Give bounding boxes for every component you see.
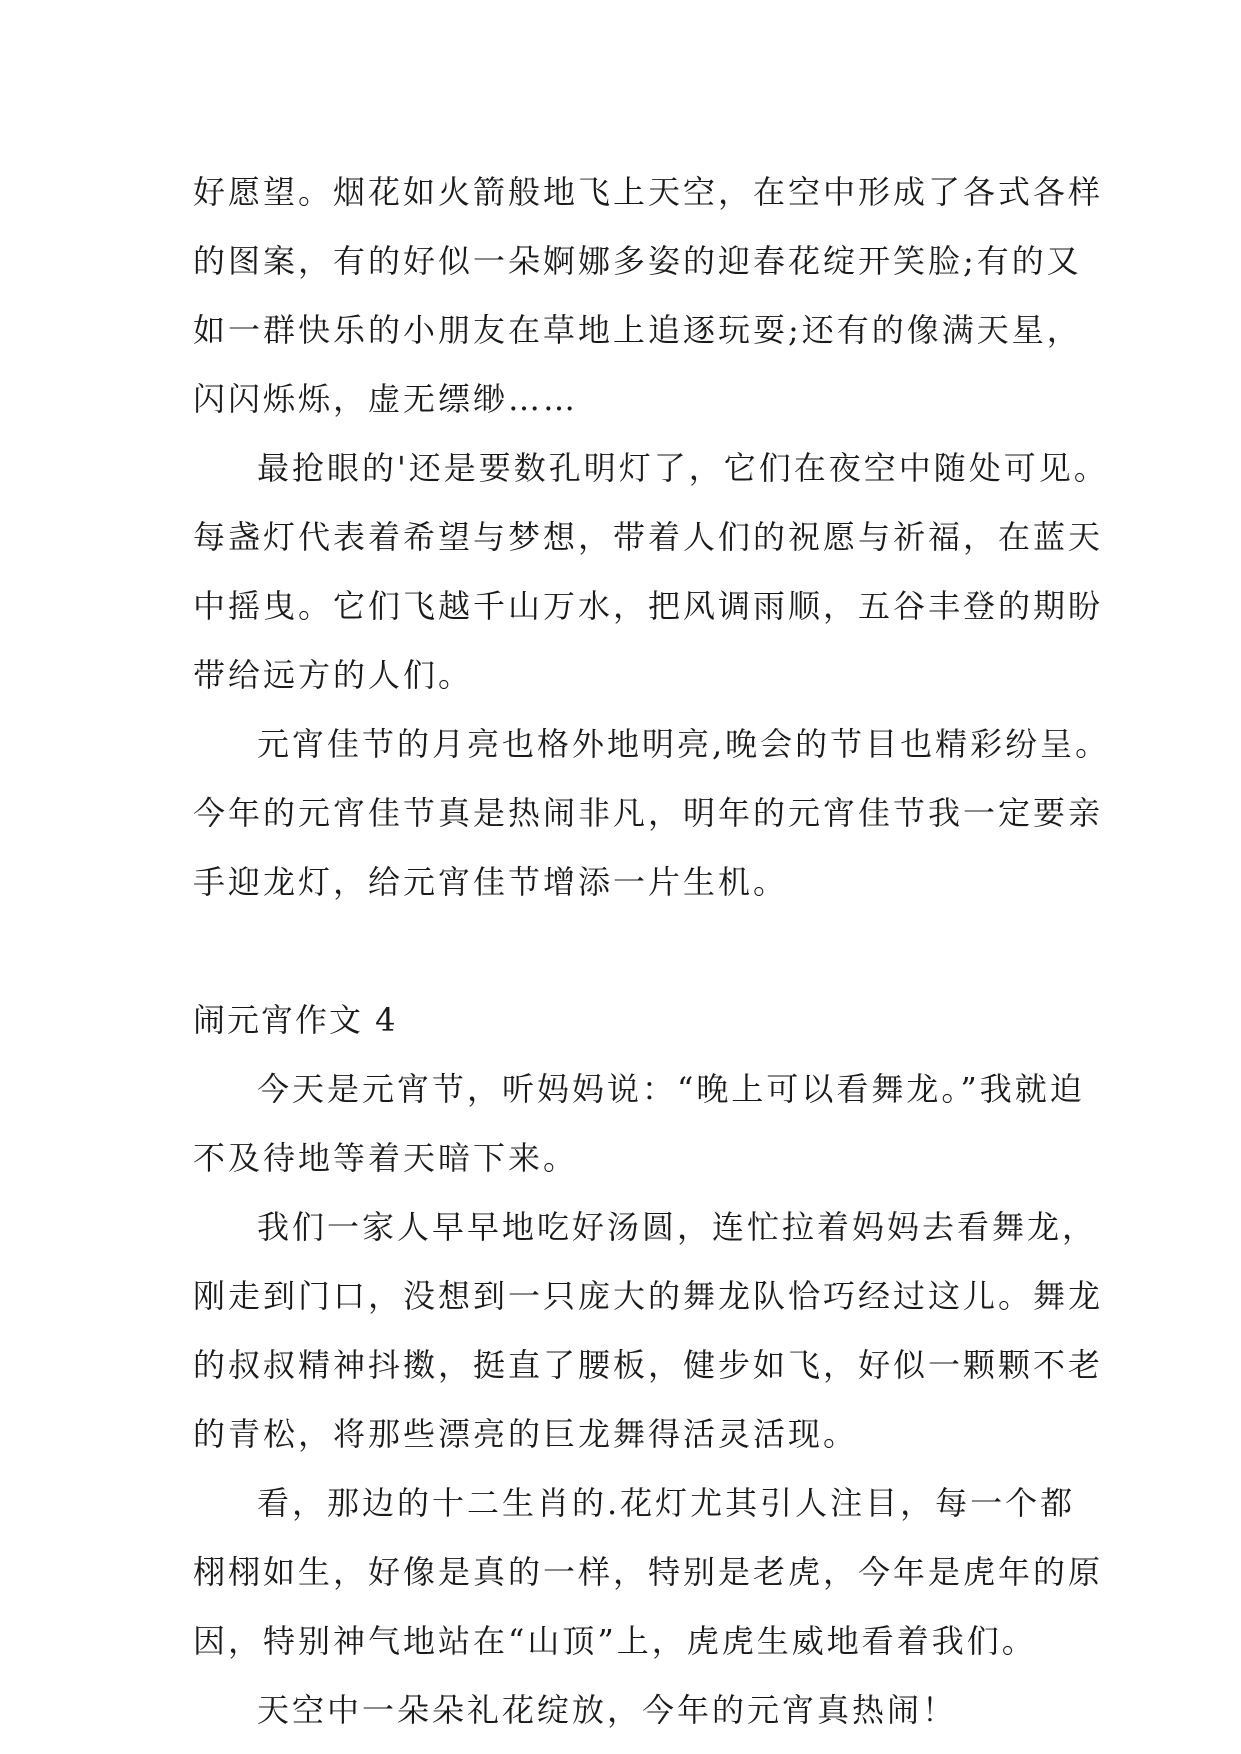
text-line: 元宵佳节的月亮也格外地明亮,晚会的节目也精彩纷呈。 (257, 725, 1111, 763)
text-line: 不及待地等着天暗下来。 (193, 1139, 579, 1177)
text-line: 的图案，有的好似一朵婀娜多姿的迎春花绽开笑脸;有的又 (193, 242, 1082, 280)
text-line: 天空中一朵朵礼花绽放，今年的元宵真热闹！ (257, 1691, 958, 1729)
text-line: 今天是元宵节，听妈妈说：“晚上可以看舞龙。”我就迫 (257, 1070, 1085, 1108)
essay-paragraph-2 (193, 1193, 1104, 1469)
moon-paragraph (193, 710, 1111, 917)
text-line: 因，特别神气地站在“山顶”上，虎虎生威地看着我们。 (193, 1622, 1037, 1660)
text-line: 最抢眼的'还是要数孔明灯了，它们在夜空中随处可见。 (257, 449, 1109, 487)
text-line: 闪闪烁烁，虚无缥缈…… (193, 380, 579, 418)
text-line: 中摇曳。它们飞越千山万水，把风调雨顺，五谷丰登的期盼 (193, 587, 1104, 625)
text-line: 每盏灯代表着希望与梦想，带着人们的祝愿与祈福，在蓝天 (193, 518, 1104, 556)
text-line: 刚走到门口，没想到一只庞大的舞龙队恰巧经过这儿。舞龙 (193, 1277, 1104, 1315)
text-line: 今年的元宵佳节真是热闹非凡，明年的元宵佳节我一定要亲 (193, 794, 1104, 832)
text-line: 的青松，将那些漂亮的巨龙舞得活灵活现。 (193, 1415, 859, 1453)
essay-paragraph-3 (193, 1469, 1104, 1676)
continuation-paragraph (193, 158, 1104, 434)
lantern-paragraph (193, 434, 1109, 710)
text-line: 带给远方的人们。 (193, 656, 474, 694)
text-line: 手迎龙灯，给元宵佳节增添一片生机。 (193, 863, 789, 901)
essay-title: 闹元宵作文 4 (193, 1001, 398, 1039)
text-line: 我们一家人早早地吃好汤圆，连忙拉着妈妈去看舞龙， (257, 1208, 1098, 1246)
essay-paragraph-1 (193, 1055, 1085, 1193)
section-spacer (193, 917, 1073, 986)
essay-paragraph-4 (193, 1676, 1073, 1745)
text-line: 好愿望。烟花如火箭般地飞上天空，在空中形成了各式各样 (193, 173, 1104, 211)
document-body (193, 158, 1111, 1745)
text-line: 的叔叔精神抖擞，挺直了腰板，健步如飞，好似一颗颗不老 (193, 1346, 1104, 1384)
text-line: 如一群快乐的小朋友在草地上追逐玩耍;还有的像满天星， (193, 311, 1082, 349)
text-line: 看，那边的十二生肖的.花灯尤其引人注目，每一个都 (257, 1484, 1076, 1522)
text-line: 栩栩如生，好像是真的一样，特别是老虎，今年是虎年的原 (193, 1553, 1104, 1591)
